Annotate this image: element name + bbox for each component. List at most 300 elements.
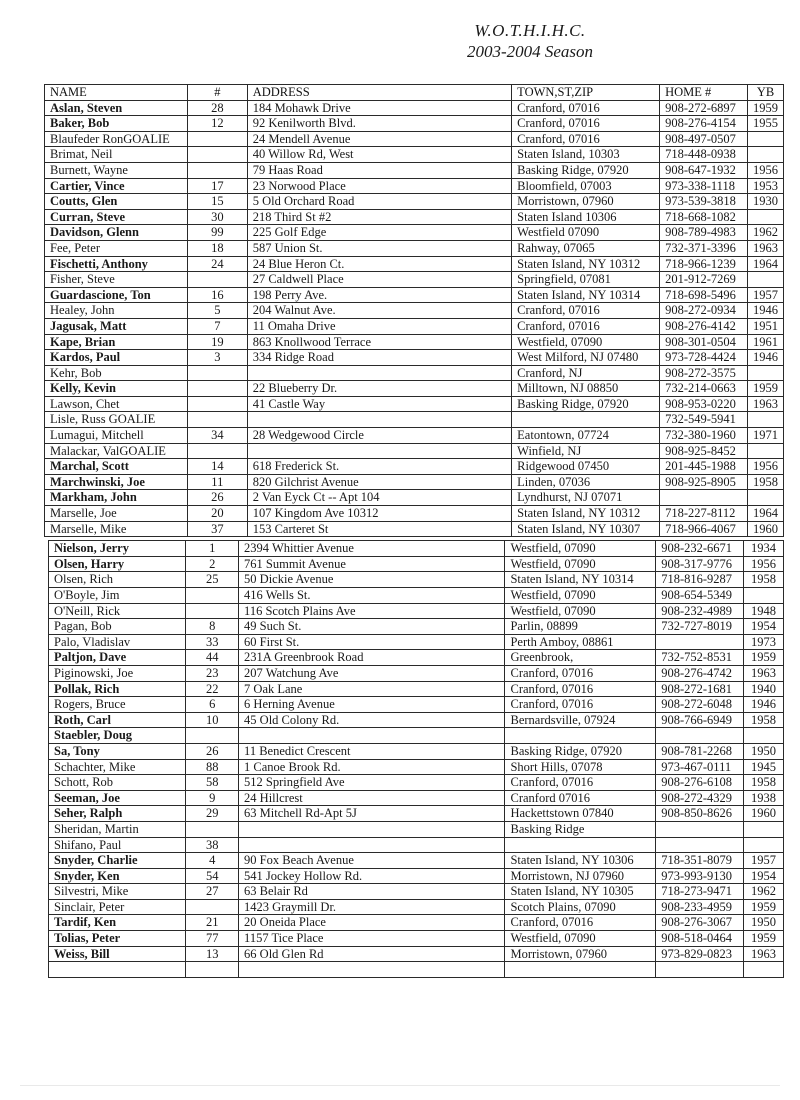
town-state-zip: Lyndhurst, NJ 07071 <box>512 490 660 506</box>
street-address: 761 Summit Avenue <box>239 556 505 572</box>
year-born: 1959 <box>744 650 784 666</box>
player-name: Pollak, Rich <box>49 681 186 697</box>
player-name: Sa, Tony <box>49 743 186 759</box>
street-address <box>239 728 505 744</box>
year-born: 1959 <box>748 381 784 397</box>
home-phone <box>656 728 744 744</box>
home-phone: 908-276-3067 <box>656 915 744 931</box>
year-born <box>744 837 784 853</box>
jersey-number: 21 <box>186 915 239 931</box>
year-born: 1956 <box>748 459 784 475</box>
table-row <box>49 541 784 557</box>
year-born: 1963 <box>748 240 784 256</box>
jersey-number: 10 <box>186 712 239 728</box>
player-name: Kehr, Bob <box>45 365 188 381</box>
town-state-zip: Staten Island, NY 10312 <box>512 256 660 272</box>
home-phone: 973-728-4424 <box>660 350 748 366</box>
year-born: 1960 <box>748 521 784 537</box>
player-name: Kardos, Paul <box>45 350 188 366</box>
table-row <box>45 272 784 288</box>
year-born: 1959 <box>744 899 784 915</box>
table-row <box>45 443 784 459</box>
town-state-zip: Basking Ridge, 07920 <box>512 396 660 412</box>
town-state-zip: Basking Ridge, 07920 <box>512 162 660 178</box>
jersey-number: 17 <box>187 178 247 194</box>
jersey-number: 30 <box>187 209 247 225</box>
player-name: Snyder, Ken <box>49 868 186 884</box>
street-address: 60 First St. <box>239 634 505 650</box>
player-name: Fischetti, Anthony <box>45 256 188 272</box>
street-address: 79 Haas Road <box>247 162 511 178</box>
town-state-zip: Cranford, 07016 <box>512 116 660 132</box>
page-fold-line <box>20 1085 780 1086</box>
town-state-zip: Short Hills, 07078 <box>505 759 656 775</box>
player-name: Brimat, Neil <box>45 147 188 163</box>
home-phone: 908-850-8626 <box>656 806 744 822</box>
player-name: Coutts, Glen <box>45 194 188 210</box>
street-address: 218 Third St #2 <box>247 209 511 225</box>
home-phone: 908-518-0464 <box>656 931 744 947</box>
jersey-number: 11 <box>187 474 247 490</box>
home-phone: 732-214-0663 <box>660 381 748 397</box>
street-address <box>247 365 511 381</box>
town-state-zip: Westfield, 07090 <box>505 931 656 947</box>
town-state-zip: Staten Island, 10303 <box>512 147 660 163</box>
street-address <box>247 412 511 428</box>
league-title: W.O.T.H.I.H.C. <box>474 21 586 40</box>
table-row <box>49 697 784 713</box>
player-name: Kape, Brian <box>45 334 188 350</box>
player-name: Fee, Peter <box>45 240 188 256</box>
player-name: Sinclair, Peter <box>49 899 186 915</box>
year-born: 1945 <box>744 759 784 775</box>
player-name: Nielson, Jerry <box>49 541 186 557</box>
year-born: 1960 <box>744 806 784 822</box>
table-row <box>49 759 784 775</box>
player-name: Marchwinski, Joe <box>45 474 188 490</box>
street-address: 28 Wedgewood Circle <box>247 428 511 444</box>
year-born: 1964 <box>748 256 784 272</box>
town-state-zip: Cranford 07016 <box>505 790 656 806</box>
home-phone <box>656 821 744 837</box>
town-state-zip: Cranford, 07016 <box>512 131 660 147</box>
year-born <box>748 147 784 163</box>
jersey-number: 4 <box>186 853 239 869</box>
table-row <box>45 459 784 475</box>
player-name: Seeman, Joe <box>49 790 186 806</box>
home-phone: 908-766-6949 <box>656 712 744 728</box>
jersey-number: 19 <box>187 334 247 350</box>
jersey-number <box>187 272 247 288</box>
town-state-zip <box>505 728 656 744</box>
roster-tables <box>44 84 784 978</box>
town-state-zip: Morristown, 07960 <box>505 946 656 962</box>
table-row <box>45 381 784 397</box>
town-state-zip: Hackettstown 07840 <box>505 806 656 822</box>
street-address: 541 Jockey Hollow Rd. <box>239 868 505 884</box>
street-address: 45 Old Colony Rd. <box>239 712 505 728</box>
player-name: Palo, Vladislav <box>49 634 186 650</box>
column-header-home-phone: HOME # <box>660 85 748 101</box>
home-phone: 908-654-5349 <box>656 588 744 604</box>
home-phone: 732-549-5941 <box>660 412 748 428</box>
street-address: 334 Ridge Road <box>247 350 511 366</box>
table-row <box>49 603 784 619</box>
year-born: 1958 <box>744 775 784 791</box>
home-phone: 973-338-1118 <box>660 178 748 194</box>
player-name: O'Boyle, Jim <box>49 588 186 604</box>
home-phone: 973-539-3818 <box>660 194 748 210</box>
street-address: 41 Castle Way <box>247 396 511 412</box>
home-phone: 718-273-9471 <box>656 884 744 900</box>
jersey-number: 8 <box>186 619 239 635</box>
player-name: Kelly, Kevin <box>45 381 188 397</box>
street-address: 512 Springfield Ave <box>239 775 505 791</box>
document-header <box>430 20 630 62</box>
player-name: Aslan, Steven <box>45 100 188 116</box>
street-address: 24 Mendell Avenue <box>247 131 511 147</box>
year-born: 1940 <box>744 681 784 697</box>
year-born <box>748 365 784 381</box>
year-born <box>748 443 784 459</box>
street-address: 92 Kenilworth Blvd. <box>247 116 511 132</box>
home-phone: 201-912-7269 <box>660 272 748 288</box>
town-state-zip: Cranford, 07016 <box>512 318 660 334</box>
year-born: 1958 <box>748 474 784 490</box>
home-phone: 718-698-5496 <box>660 287 748 303</box>
street-address: 22 Blueberry Dr. <box>247 381 511 397</box>
player-name: Olsen, Harry <box>49 556 186 572</box>
player-name: Lisle, Russ GOALIE <box>45 412 188 428</box>
home-phone: 908-647-1932 <box>660 162 748 178</box>
street-address: 7 Oak Lane <box>239 681 505 697</box>
jersey-number: 88 <box>186 759 239 775</box>
town-state-zip: Morristown, 07960 <box>512 194 660 210</box>
town-state-zip: Bloomfield, 07003 <box>512 178 660 194</box>
roster-body-bottom <box>49 541 784 978</box>
table-row <box>49 806 784 822</box>
jersey-number <box>187 381 247 397</box>
home-phone: 718-668-1082 <box>660 209 748 225</box>
street-address: 50 Dickie Avenue <box>239 572 505 588</box>
player-name: Marchal, Scott <box>45 459 188 475</box>
street-address: 63 Mitchell Rd-Apt 5J <box>239 806 505 822</box>
player-name: Olsen, Rich <box>49 572 186 588</box>
player-name: Schachter, Mike <box>49 759 186 775</box>
jersey-number <box>186 899 239 915</box>
table-row <box>49 665 784 681</box>
jersey-number: 14 <box>187 459 247 475</box>
player-name <box>49 962 186 978</box>
table-row <box>45 521 784 537</box>
town-state-zip: Cranford, 07016 <box>505 665 656 681</box>
jersey-number: 34 <box>187 428 247 444</box>
player-name: Guardascione, Ton <box>45 287 188 303</box>
jersey-number: 1 <box>186 541 239 557</box>
home-phone: 908-276-4142 <box>660 318 748 334</box>
player-name: Marselle, Mike <box>45 521 188 537</box>
year-born <box>744 962 784 978</box>
table-row <box>45 209 784 225</box>
jersey-number: 24 <box>187 256 247 272</box>
home-phone: 973-993-9130 <box>656 868 744 884</box>
year-born: 1956 <box>748 162 784 178</box>
home-phone: 732-727-8019 <box>656 619 744 635</box>
player-name: Lumagui, Mitchell <box>45 428 188 444</box>
town-state-zip <box>505 837 656 853</box>
town-state-zip: Scotch Plains, 07090 <box>505 899 656 915</box>
street-address: 27 Caldwell Place <box>247 272 511 288</box>
table-row <box>45 428 784 444</box>
table-row <box>49 681 784 697</box>
table-row <box>45 147 784 163</box>
home-phone: 973-829-0823 <box>656 946 744 962</box>
town-state-zip: Westfield, 07090 <box>505 603 656 619</box>
jersey-number <box>187 147 247 163</box>
home-phone: 732-380-1960 <box>660 428 748 444</box>
table-row <box>45 178 784 194</box>
jersey-number <box>187 396 247 412</box>
year-born: 1954 <box>744 619 784 635</box>
year-born <box>748 412 784 428</box>
year-born: 1962 <box>748 225 784 241</box>
table-row <box>45 116 784 132</box>
year-born: 1946 <box>744 697 784 713</box>
town-state-zip: Staten Island, NY 10307 <box>512 521 660 537</box>
jersey-number: 16 <box>187 287 247 303</box>
player-name: Piginowski, Joe <box>49 665 186 681</box>
player-name: Tolias, Peter <box>49 931 186 947</box>
jersey-number: 26 <box>186 743 239 759</box>
home-phone: 718-966-1239 <box>660 256 748 272</box>
column-header-town: TOWN,ST,ZIP <box>512 85 660 101</box>
home-phone: 908-276-4742 <box>656 665 744 681</box>
jersey-number: 44 <box>186 650 239 666</box>
player-name: Paltjon, Dave <box>49 650 186 666</box>
street-address <box>239 962 505 978</box>
year-born: 1946 <box>748 350 784 366</box>
home-phone: 732-371-3396 <box>660 240 748 256</box>
jersey-number: 20 <box>187 506 247 522</box>
player-name: Lawson, Chet <box>45 396 188 412</box>
street-address: 820 Gilchrist Avenue <box>247 474 511 490</box>
home-phone: 718-448-0938 <box>660 147 748 163</box>
street-address: 24 Hillcrest <box>239 790 505 806</box>
jersey-number: 25 <box>186 572 239 588</box>
table-row <box>45 162 784 178</box>
town-state-zip: Westfield, 07090 <box>505 541 656 557</box>
year-born <box>744 588 784 604</box>
street-address: 63 Belair Rd <box>239 884 505 900</box>
town-state-zip: Parlin, 08899 <box>505 619 656 635</box>
home-phone: 908-276-6108 <box>656 775 744 791</box>
jersey-number: 37 <box>187 521 247 537</box>
town-state-zip: Basking Ridge <box>505 821 656 837</box>
jersey-number <box>187 131 247 147</box>
home-phone: 973-467-0111 <box>656 759 744 775</box>
table-row <box>45 225 784 241</box>
year-born: 1964 <box>748 506 784 522</box>
town-state-zip: Staten Island, NY 10314 <box>512 287 660 303</box>
year-born <box>744 728 784 744</box>
year-born: 1948 <box>744 603 784 619</box>
street-address: 2394 Whittier Avenue <box>239 541 505 557</box>
year-born: 1954 <box>744 868 784 884</box>
year-born <box>748 272 784 288</box>
home-phone: 718-351-8079 <box>656 853 744 869</box>
jersey-number <box>186 603 239 619</box>
player-name: Pagan, Bob <box>49 619 186 635</box>
year-born <box>748 131 784 147</box>
street-address: 204 Walnut Ave. <box>247 303 511 319</box>
town-state-zip: Cranford, 07016 <box>505 775 656 791</box>
town-state-zip: Staten Island 10306 <box>512 209 660 225</box>
player-name: Healey, John <box>45 303 188 319</box>
player-name: Jagusak, Matt <box>45 318 188 334</box>
town-state-zip: Cranford, NJ <box>512 365 660 381</box>
player-name: Malackar, ValGOALIE <box>45 443 188 459</box>
year-born: 1963 <box>744 665 784 681</box>
year-born: 1953 <box>748 178 784 194</box>
jersey-number: 22 <box>186 681 239 697</box>
town-state-zip: Staten Island, NY 10312 <box>512 506 660 522</box>
jersey-number: 77 <box>186 931 239 947</box>
jersey-number: 15 <box>187 194 247 210</box>
player-name: Cartier, Vince <box>45 178 188 194</box>
street-address: 90 Fox Beach Avenue <box>239 853 505 869</box>
street-address: 107 Kingdom Ave 10312 <box>247 506 511 522</box>
player-name: Weiss, Bill <box>49 946 186 962</box>
town-state-zip: Cranford, 07016 <box>505 697 656 713</box>
table-row <box>49 588 784 604</box>
year-born: 1957 <box>748 287 784 303</box>
jersey-number: 3 <box>187 350 247 366</box>
year-born: 1951 <box>748 318 784 334</box>
jersey-number <box>186 728 239 744</box>
jersey-number: 2 <box>186 556 239 572</box>
home-phone <box>656 634 744 650</box>
year-born <box>744 821 784 837</box>
home-phone <box>656 962 744 978</box>
table-row <box>49 915 784 931</box>
table-row <box>45 194 784 210</box>
home-phone: 908-953-0220 <box>660 396 748 412</box>
home-phone: 908-272-6048 <box>656 697 744 713</box>
home-phone: 908-317-9776 <box>656 556 744 572</box>
town-state-zip: Cranford, 07016 <box>505 915 656 931</box>
street-address: 231A Greenbrook Road <box>239 650 505 666</box>
town-state-zip: Staten Island, NY 10306 <box>505 853 656 869</box>
player-name: Davidson, Glenn <box>45 225 188 241</box>
table-row <box>49 868 784 884</box>
home-phone: 908-232-6671 <box>656 541 744 557</box>
home-phone: 908-272-4329 <box>656 790 744 806</box>
table-row <box>49 946 784 962</box>
jersey-number <box>187 443 247 459</box>
table-row <box>45 240 784 256</box>
jersey-number: 28 <box>187 100 247 116</box>
street-address: 11 Omaha Drive <box>247 318 511 334</box>
town-state-zip <box>512 412 660 428</box>
town-state-zip: Basking Ridge, 07920 <box>505 743 656 759</box>
year-born: 1971 <box>748 428 784 444</box>
street-address: 153 Carteret St <box>247 521 511 537</box>
player-name: Roth, Carl <box>49 712 186 728</box>
table-row <box>49 931 784 947</box>
player-name: Silvestri, Mike <box>49 884 186 900</box>
player-name: Blaufeder RonGOALIE <box>45 131 188 147</box>
table-row <box>45 256 784 272</box>
street-address: 6 Herning Avenue <box>239 697 505 713</box>
table-row <box>49 837 784 853</box>
home-phone: 908-925-8905 <box>660 474 748 490</box>
street-address: 11 Benedict Crescent <box>239 743 505 759</box>
column-header-address: ADDRESS <box>247 85 511 101</box>
home-phone: 908-925-8452 <box>660 443 748 459</box>
town-state-zip: Winfield, NJ <box>512 443 660 459</box>
player-name: Snyder, Charlie <box>49 853 186 869</box>
street-address: 863 Knollwood Terrace <box>247 334 511 350</box>
player-name: Shifano, Paul <box>49 837 186 853</box>
town-state-zip: Westfield, 07090 <box>512 334 660 350</box>
table-row <box>49 556 784 572</box>
jersey-number <box>187 162 247 178</box>
street-address: 2 Van Eyck Ct -- Apt 104 <box>247 490 511 506</box>
home-phone: 718-966-4067 <box>660 521 748 537</box>
table-row <box>49 743 784 759</box>
home-phone: 908-272-6897 <box>660 100 748 116</box>
table-row <box>45 350 784 366</box>
table-row <box>49 899 784 915</box>
table-row <box>45 303 784 319</box>
player-name: Marselle, Joe <box>45 506 188 522</box>
year-born: 1959 <box>748 100 784 116</box>
jersey-number: 38 <box>186 837 239 853</box>
player-name: Staebler, Doug <box>49 728 186 744</box>
home-phone: 908-272-1681 <box>656 681 744 697</box>
jersey-number: 13 <box>186 946 239 962</box>
jersey-number: 33 <box>186 634 239 650</box>
year-born: 1963 <box>744 946 784 962</box>
table-row <box>49 650 784 666</box>
jersey-number: 27 <box>186 884 239 900</box>
jersey-number: 18 <box>187 240 247 256</box>
town-state-zip <box>505 962 656 978</box>
town-state-zip: Westfield, 07090 <box>505 556 656 572</box>
home-phone: 908-233-4959 <box>656 899 744 915</box>
player-name: Burnett, Wayne <box>45 162 188 178</box>
table-row <box>49 775 784 791</box>
street-address: 5 Old Orchard Road <box>247 194 511 210</box>
town-state-zip: Westfield 07090 <box>512 225 660 241</box>
street-address: 618 Frederick St. <box>247 459 511 475</box>
town-state-zip: Bernardsville, 07924 <box>505 712 656 728</box>
table-row <box>45 131 784 147</box>
year-born: 1961 <box>748 334 784 350</box>
table-row <box>49 712 784 728</box>
table-row <box>49 619 784 635</box>
jersey-number: 99 <box>187 225 247 241</box>
player-name: Sheridan, Martin <box>49 821 186 837</box>
jersey-number: 26 <box>187 490 247 506</box>
home-phone: 201-445-1988 <box>660 459 748 475</box>
table-row <box>49 884 784 900</box>
table-row <box>49 962 784 978</box>
jersey-number <box>186 588 239 604</box>
player-name: Rogers, Bruce <box>49 697 186 713</box>
player-name: O'Neill, Rick <box>49 603 186 619</box>
player-name: Baker, Bob <box>45 116 188 132</box>
